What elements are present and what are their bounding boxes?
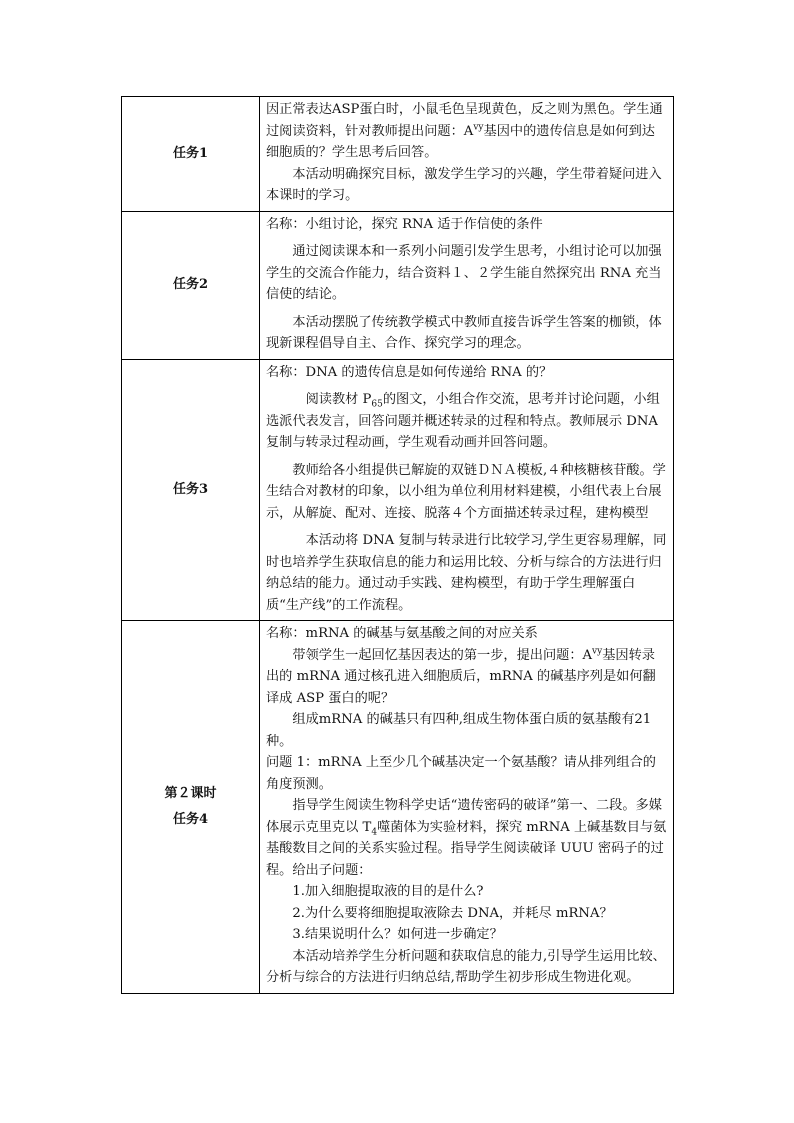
task-content-cell	[260, 97, 674, 212]
task-label-cell	[122, 97, 260, 212]
task-row	[122, 211, 674, 359]
task-paragraph: 本活动摆脱了传统教学模式中教师直接告诉学生答案的枷锁，体现新课程倡导自主、合作、探究学习的理念。	[266, 314, 662, 351]
task-paragraph: 2.为什么要将细胞提取液除去 DNA，并耗尽 mRNA？	[292, 905, 613, 921]
task-paragraph: 带领学生一起回忆基因表达的第一步，提出问题：$A^{vy}$基因转录出的 mRNA 通过核孔进入细胞质后，mRNA 的碱基序列是如何翻译成 ASP 蛋白的呢？	[266, 646, 656, 706]
task-content-cell	[260, 211, 674, 359]
task-paragraph: 本活动培养学生分析问题和获取信息的能力,引导学生运用比较、分析与综合的方法进行归纳总结,帮助学生初步形成生物进化观。	[266, 948, 666, 985]
task-row	[122, 97, 674, 212]
task-label-cell	[122, 211, 260, 359]
task-label-cell	[122, 359, 260, 621]
task-content-cell	[260, 621, 674, 994]
task-row	[122, 621, 674, 994]
task-paragraph: 名称：小组讨论，探究 RNA 适于作信使的条件	[266, 216, 543, 232]
task-paragraph: 3.结果说明什么？如何进一步确定？	[292, 927, 503, 942]
task-paragraph: 阅读教材 $P_{65}$的图文，小组合作交流，思考并讨论问题，小组选派代表发言，回答问题并概述转录的过程和特点。教师展示 DNA 复制与转录过程动画，学生观看动画并回答问题。	[266, 392, 660, 450]
task-paragraph: 因正常表达ASP蛋白时，小鼠毛色呈现黄色，反之则为黑色。学生通过阅读资料，针对教师提出问题：$A^{vy}$基因中的遗传信息是如何到达细胞质的？学生思考后回答。	[266, 102, 663, 160]
task-paragraph: 本活动将 DNA 复制与转录进行比较学习,学生更容易理解，同时也培养学生获取信息的能力和运用比较、分析与综合的方法进行归纳总结的能力。通过动手实践、建构模型，有助于学生理解蛋白质“生产线”的工作流程。	[266, 533, 667, 613]
task-label: 任务3	[172, 481, 209, 497]
task-paragraph: 组成mRNA 的碱基只有四种,组成生物体蛋白质的氨基酸有21种。	[266, 712, 652, 749]
task-row	[122, 359, 674, 621]
task-label: 第２课时	[164, 785, 217, 801]
task-paragraph: 指导学生阅读生物科学史话“遗传密码的破译”第一、二段。多媒体展示克里克以 $T_4$噬菌体为实验材料，探究 mRNA 上碱基数目与氨基酸数目之间的关系实验过程。指导学生阅读破译 UUU 密码子的过程。给出子问题：	[266, 798, 667, 878]
task-paragraph: 1.加入细胞提取液的目的是什么?	[292, 884, 484, 899]
lesson-plan-table	[121, 96, 674, 994]
task-label: 任务1	[172, 145, 209, 161]
task-label: 任务2	[172, 277, 209, 292]
task-paragraph: 名称：mRNA 的碱基与氨基酸之间的对应关系	[266, 626, 538, 641]
task-paragraph: 本活动明确探究目标，激发学生学习的兴趣，学生带着疑问进入本课时的学习。	[266, 166, 662, 203]
lesson-plan-body	[122, 97, 674, 994]
task-label-cell	[122, 621, 260, 994]
task-paragraph: 名称：DNA 的遗传信息是如何传递给 RNA 的？	[266, 364, 553, 380]
task-paragraph: 通过阅读课本和一系列小问题引发学生思考，小组讨论可以加强学生的交流合作能力，结合资料１、２学生能自然探究出 RNA 充当信使的结论。	[266, 244, 662, 302]
task-paragraph: 教师给各小组提供已解旋的双链ＤＮＡ模板,４种核糖核苷酸。学生结合对教材的印象，以小组为单位利用材料建模，小组代表上台展示，从解旋、配对、连接、脱落４个方面描述转录过程，建构模型	[266, 462, 666, 521]
task-content-cell	[260, 359, 674, 621]
task-paragraph: 问题 1：mRNA 上至少几个碱基决定一个氨基酸？请从排列组合的角度预测。	[266, 755, 656, 792]
task-label: 任务4	[172, 811, 209, 827]
